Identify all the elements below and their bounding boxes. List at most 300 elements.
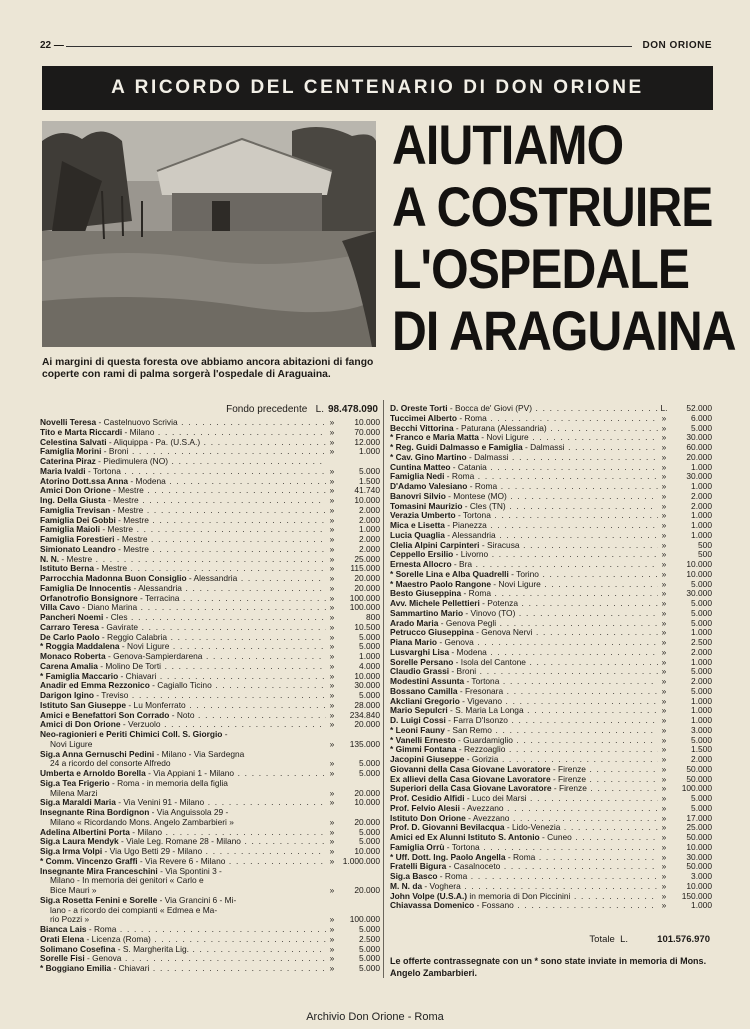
donor-place: - Roma	[437, 872, 468, 881]
donor-place: - Dalmassi	[466, 452, 509, 462]
donor-entry	[390, 414, 658, 424]
donor-name: Parrocchia Madonna Buon Consiglio	[40, 574, 187, 583]
donor-place: lano - a ricordo dei compianti « Edmea e Ma-	[50, 905, 218, 915]
donor-name: * Comm. Vincenzo Graffi	[40, 856, 138, 866]
donor-entry	[390, 882, 658, 892]
donor-row	[390, 687, 712, 697]
donor-row	[40, 798, 380, 808]
donor-place: Milano - In memoria dei genitori « Carlo e	[50, 876, 204, 886]
donor-place: - Alessandria	[444, 530, 496, 540]
donation-amount: 10.000	[338, 672, 380, 682]
ditto-mark: »	[658, 843, 670, 853]
donor-entry	[390, 599, 658, 609]
donor-entry	[40, 642, 326, 652]
donor-row	[390, 550, 712, 560]
donor-name: Insegnante Rina Bordignon	[40, 808, 150, 817]
donor-row	[40, 447, 380, 457]
donor-name: Famiglia Nedi	[390, 472, 445, 482]
donation-amount: 5.000	[670, 599, 712, 609]
donor-place: - Lu Monferrato	[126, 700, 186, 710]
donor-name: Caterina Piraz	[40, 457, 96, 466]
donor-name: Cuntina Matteo	[390, 462, 451, 472]
donation-amount: 20.000	[338, 789, 380, 799]
donor-row	[40, 613, 380, 623]
ditto-mark: »	[326, 574, 338, 584]
donor-name: Carraro Teresa	[40, 622, 99, 632]
donor-entry	[40, 789, 326, 799]
ditto-mark: »	[326, 828, 338, 838]
donor-entry	[390, 502, 658, 512]
donor-name: John Volpe (U.S.A.)	[390, 891, 468, 901]
donor-name: * Gimmi Fontana	[390, 745, 457, 755]
donor-name: Istituto Berna	[40, 564, 94, 574]
donor-name: Lucia Quaglia	[390, 530, 445, 540]
ditto-mark: »	[326, 477, 338, 487]
donation-amount: 50.000	[670, 862, 712, 872]
donor-entry	[40, 896, 326, 906]
donor-row	[390, 502, 712, 512]
donor-entry	[40, 535, 326, 545]
donor-entry	[40, 847, 326, 857]
donor-row	[40, 642, 380, 652]
donor-place: - Reggio Calabria	[99, 632, 168, 642]
donor-name: Becchi Vittorina	[390, 423, 454, 433]
donor-place: - Via Revere 6 - Milano	[137, 856, 226, 866]
donation-amount: 5.000	[338, 642, 380, 652]
donor-entry	[390, 550, 658, 560]
donor-entry	[40, 584, 326, 594]
donation-amount: 5.000	[670, 687, 712, 697]
donor-row	[390, 794, 712, 804]
donor-name: Claudio Grassi	[390, 667, 450, 677]
donation-amount: 5.000	[338, 954, 380, 964]
donor-row	[390, 784, 712, 794]
donor-entry	[40, 779, 326, 789]
ditto-mark: »	[658, 472, 670, 482]
donor-name: Atorino Dott.ssa Anna	[40, 476, 129, 486]
donor-name: Bianca Lais	[40, 925, 87, 934]
donor-row	[40, 828, 380, 838]
donation-amount: 30.000	[670, 433, 712, 443]
donation-amount: 1.000	[670, 697, 712, 707]
photo-illustration	[42, 121, 376, 347]
donor-place: 24 a ricordo del consorte Alfredo	[50, 759, 171, 769]
donor-place: - Gavirate	[98, 622, 139, 632]
donor-entry	[40, 613, 326, 623]
donor-name: Famiglia Maioli	[40, 525, 101, 535]
donor-name: Celestina Salvati	[40, 437, 107, 447]
donor-name: Sorelle Persano	[390, 657, 454, 667]
donation-amount: 1.000	[670, 628, 712, 638]
ditto-mark: »	[658, 853, 670, 863]
donor-place: - Firenze	[550, 774, 586, 784]
donor-name: Sig.a Maraldi Maria	[40, 798, 116, 808]
donor-place: - Chiavari	[118, 671, 157, 681]
ditto-mark: »	[658, 697, 670, 707]
donor-row	[40, 438, 380, 448]
ditto-mark: »	[658, 443, 670, 453]
page-header	[40, 40, 712, 54]
donor-row	[390, 414, 712, 424]
total-label: Totale L.	[589, 934, 628, 945]
donation-amount: 100.000	[338, 603, 380, 613]
ditto-mark: »	[326, 467, 338, 477]
donor-place: - Modena	[128, 476, 166, 486]
donation-amount: 10.000	[338, 418, 380, 428]
donor-place: - Mestre	[114, 535, 148, 544]
donor-place: - Catania	[450, 462, 487, 472]
donor-place: - Avezzano	[465, 813, 510, 823]
donor-name: * Reg. Guidi Dalmasso e Famiglia	[390, 443, 523, 452]
donor-entry	[40, 438, 326, 448]
donor-place: - Montese (MO)	[445, 491, 507, 501]
donor-place: - Aliquippa - Pa. (U.S.A.)	[106, 437, 201, 447]
donor-name: Tito e Marta Riccardi	[40, 427, 123, 437]
donor-entry	[40, 964, 326, 974]
donor-entry	[40, 672, 326, 682]
donor-name: Avv. Michele Pellettieri	[390, 599, 480, 608]
donor-name: * Maestro Paolo Rangone	[390, 579, 491, 589]
donor-name: Monaco Roberta	[40, 652, 106, 661]
ditto-mark: »	[658, 784, 670, 794]
ditto-mark: »	[658, 667, 670, 677]
donor-row	[40, 720, 380, 730]
donor-place: - Roma - in memoria della figlia	[109, 778, 228, 788]
donor-name: D. Luigi Cossi	[390, 716, 446, 725]
donation-amount: 115.000	[338, 564, 380, 574]
donation-amount: 5.000	[670, 609, 712, 619]
donation-amount: 5.000	[338, 633, 380, 643]
donation-amount: 10.000	[338, 847, 380, 857]
ditto-mark: »	[326, 935, 338, 945]
donor-entry	[390, 843, 658, 853]
donation-amount: 10.000	[338, 798, 380, 808]
donor-place: - Cagiallo Ticino	[149, 681, 212, 691]
donor-name: Famiglia Orrù	[390, 842, 445, 852]
donor-row	[40, 808, 380, 818]
donation-amount: 1.000	[670, 706, 712, 716]
donor-place: - Tortona	[444, 842, 480, 852]
donor-name: Famiglia Dei Gobbi	[40, 515, 116, 525]
donor-place: - Bocca de' Giovi (PV)	[447, 404, 533, 413]
donor-place: - Mestre	[110, 486, 144, 496]
donor-row	[390, 833, 712, 843]
ditto-mark: »	[326, 564, 338, 574]
header-rule	[66, 46, 632, 47]
donor-name: Clelia Alpini Carpinteri	[390, 540, 480, 550]
ditto-mark: »	[326, 672, 338, 682]
donation-amount: 1.500	[670, 745, 712, 755]
donor-place: Milena Marzi	[50, 788, 98, 798]
donor-row	[390, 765, 712, 775]
donor-entry	[40, 915, 326, 925]
donor-entry	[40, 857, 326, 867]
donor-entry	[390, 804, 658, 814]
donor-row	[40, 535, 380, 545]
page-number: 22 —	[40, 40, 64, 51]
donor-place: - Via Grancini 6 - Mi-	[157, 895, 237, 905]
donor-entry	[390, 726, 658, 736]
donor-entry	[40, 486, 326, 496]
donor-place: - Roma	[461, 589, 491, 599]
donor-entry	[390, 697, 658, 707]
ditto-mark: »	[326, 789, 338, 799]
donor-entry	[40, 759, 326, 769]
donor-row	[390, 541, 712, 551]
donor-row	[390, 638, 712, 648]
donor-row	[390, 599, 712, 609]
donor-entry	[40, 954, 326, 964]
donation-amount: 20.000	[670, 453, 712, 463]
donation-amount: 1.000	[338, 447, 380, 457]
centenary-banner: A RICORDO DEL CENTENARIO DI DON ORIONE	[42, 66, 713, 110]
donor-entry	[390, 560, 658, 570]
donation-amount: 5.000	[670, 619, 712, 629]
donor-row	[390, 677, 712, 687]
donor-place: - Roma	[444, 472, 475, 482]
donor-place: - Firenze	[550, 764, 586, 774]
donor-row	[390, 511, 712, 521]
donor-place: Bice Mauri »	[50, 886, 97, 895]
donor-entry	[390, 482, 658, 492]
donor-name: Tomasini Maurizio	[390, 501, 463, 511]
donor-entry	[390, 745, 658, 755]
donor-place: - Isola del Cantone	[453, 657, 526, 667]
donor-entry	[40, 525, 326, 535]
donor-row	[390, 453, 712, 463]
donor-place: - Via Ugo Betti 29 - Milano	[102, 847, 203, 856]
ditto-mark: »	[326, 857, 338, 867]
donation-amount: 50.000	[670, 765, 712, 775]
donor-row	[390, 658, 712, 668]
donor-name: Istituto Don Orione	[390, 813, 466, 823]
donation-amount: 1.000	[670, 658, 712, 668]
donor-name: * Famiglia Maccario	[40, 671, 119, 681]
donation-amount: 2.000	[670, 492, 712, 502]
donor-row	[390, 892, 712, 902]
donor-name: Amici ed Ex Alunni Istituto S. Antonio	[390, 833, 540, 842]
donation-amount: 5.000	[338, 759, 380, 769]
donation-amount: 30.000	[670, 472, 712, 482]
donor-name: Umberta e Arnoldo Borella	[40, 769, 146, 778]
donor-name: Pancheri Noemi	[40, 613, 104, 622]
donor-row	[40, 584, 380, 594]
ditto-mark: »	[658, 765, 670, 775]
ditto-mark: »	[326, 545, 338, 555]
donor-name: Amici di Don Orione	[40, 720, 121, 730]
ditto-mark: »	[658, 560, 670, 570]
donor-row	[390, 814, 712, 824]
ditto-mark: »	[326, 535, 338, 545]
donor-place: - Novi Ligure	[478, 433, 529, 443]
donor-entry	[40, 945, 326, 955]
donor-name: D. Oreste Torti	[390, 404, 448, 413]
ditto-mark: »	[326, 418, 338, 428]
donor-place: - Avezzano	[459, 803, 504, 813]
donation-amount: 5.000	[670, 736, 712, 746]
donor-row	[40, 837, 380, 847]
donor-place: - Viale Leg. Romane 28 - Milano	[118, 837, 241, 847]
donor-entry	[40, 828, 326, 838]
ditto-mark: »	[326, 525, 338, 535]
ditto-mark: »	[658, 589, 670, 599]
donor-place: - Broni	[449, 667, 477, 677]
donor-place: - Licenza (Roma)	[84, 934, 151, 944]
donor-place: - Via Anguissola 29 -	[149, 808, 229, 817]
donor-entry	[390, 589, 658, 599]
donor-name: Petrucco Giuseppina	[390, 628, 474, 638]
donor-entry	[40, 867, 326, 877]
donor-place: - Genova	[84, 954, 122, 964]
donor-name: Neo-ragionieri e Periti Chimici Coll. S. Giorgio	[40, 730, 223, 739]
donor-row	[390, 589, 712, 599]
donor-entry	[390, 531, 658, 541]
donor-row	[390, 560, 712, 570]
ditto-mark: »	[658, 414, 670, 424]
donor-place: - Tortona	[464, 677, 500, 686]
donor-name: * Cav. Gino Martino	[390, 452, 467, 462]
donor-name: Sig.a Laura Mendyk	[40, 837, 119, 847]
donation-amount: 17.000	[670, 814, 712, 824]
donor-entry	[40, 740, 326, 750]
donor-place: - Fossano	[474, 901, 514, 911]
donor-place: - Mestre	[100, 525, 134, 535]
ditto-mark: »	[658, 541, 670, 551]
donor-entry	[390, 677, 658, 687]
donor-row	[390, 531, 712, 541]
donor-row	[40, 730, 380, 740]
donation-amount: 2.500	[670, 638, 712, 648]
donor-row	[40, 701, 380, 711]
donor-row	[40, 545, 380, 555]
donor-row	[390, 697, 712, 707]
donor-name: Akcliani Gregorio	[390, 696, 460, 706]
donor-row	[40, 954, 380, 964]
donation-amount: 60.000	[670, 443, 712, 453]
donor-place: - Mestre	[110, 505, 144, 515]
donor-entry	[390, 648, 658, 658]
donor-row	[390, 619, 712, 629]
donor-place: - Chiavari	[111, 964, 150, 973]
donor-name: Ernesta Allocro	[390, 560, 452, 569]
donor-entry	[390, 404, 658, 414]
donor-row	[40, 662, 380, 672]
donor-place: Novi Ligure	[50, 739, 93, 749]
donor-entry	[390, 570, 658, 580]
donation-amount: 135.000	[338, 740, 380, 750]
donor-place: - S. Maria La Longa	[447, 706, 524, 716]
donor-name: Modestini Assunta	[390, 677, 465, 686]
donor-name: Giovanni della Casa Giovane Lavoratore	[390, 764, 551, 774]
donation-amount: 100.000	[338, 594, 380, 604]
donor-row	[390, 804, 712, 814]
donation-amount: 800	[338, 613, 380, 623]
donor-entry	[40, 798, 326, 808]
ditto-mark: »	[326, 837, 338, 847]
donor-entry	[40, 691, 326, 701]
donor-name: Maria Ivaldi	[40, 466, 86, 476]
donor-place: - Verzuolo	[120, 720, 161, 730]
ditto-mark: L.	[658, 404, 670, 414]
donor-name: Ing. Della Giusta	[40, 496, 106, 505]
donor-entry	[390, 463, 658, 473]
donation-amount: 1.000	[670, 463, 712, 473]
donor-name: De Carlo Paolo	[40, 632, 100, 642]
donor-row	[40, 847, 380, 857]
donor-name: * Boggiano Emilia	[40, 964, 112, 973]
donor-place: - Alessandria	[131, 583, 182, 593]
donor-row	[40, 681, 380, 691]
donor-name: Mica e Lisetta	[390, 521, 445, 530]
donation-amount: 1.000.000	[338, 857, 380, 867]
ditto-mark: »	[658, 833, 670, 843]
ditto-mark: »	[658, 648, 670, 658]
donor-row	[390, 609, 712, 619]
donor-row	[40, 477, 380, 487]
donor-entry	[40, 652, 326, 662]
donation-amount: 2.500	[338, 935, 380, 945]
ditto-mark: »	[326, 516, 338, 526]
forest-hut-photo	[42, 121, 376, 347]
ditto-mark: »	[658, 658, 670, 668]
donor-row	[390, 482, 712, 492]
donation-amount: 2.000	[670, 648, 712, 658]
donation-amount: 30.000	[670, 853, 712, 863]
ditto-mark: »	[658, 706, 670, 716]
ditto-mark: »	[326, 633, 338, 643]
donor-row	[40, 876, 380, 886]
donor-row	[40, 467, 380, 477]
donor-place: - Lido-Venezia	[504, 823, 561, 833]
donor-row	[390, 853, 712, 863]
donation-amount: 2.000	[338, 545, 380, 555]
donor-name: Prof. D. Giovanni Bevilacqua	[390, 823, 505, 833]
donor-entry	[40, 447, 326, 457]
ditto-mark: »	[658, 862, 670, 872]
donor-name: Insegnante Mira Franceschini	[40, 866, 158, 876]
donor-entry	[390, 736, 658, 746]
donor-name: D'Adamo Valesiano	[390, 482, 468, 491]
previous-fund-label: Fondo precedente L.	[226, 404, 324, 415]
ditto-mark: »	[658, 453, 670, 463]
donor-place: - Bra	[451, 560, 473, 569]
donor-entry	[390, 658, 658, 668]
ditto-mark: »	[326, 506, 338, 516]
donor-place: rio Pozzi »	[50, 915, 90, 925]
ditto-mark: »	[658, 463, 670, 473]
donor-place: - S. Margherita Lig.	[115, 944, 189, 954]
ditto-mark: »	[326, 486, 338, 496]
donor-name: Orati Elena	[40, 934, 85, 944]
donor-row	[390, 843, 712, 853]
ditto-mark: »	[658, 638, 670, 648]
donation-amount: 500	[670, 550, 712, 560]
donor-place: - Roma	[86, 925, 117, 934]
donor-place: - Alessandria	[186, 574, 238, 583]
donation-amount: 10.000	[670, 570, 712, 580]
donor-name: Darigon Igino	[40, 691, 94, 700]
donor-row	[390, 716, 712, 726]
donor-name: Anadir ed Emma Rezzonico	[40, 681, 150, 691]
donation-amount: 5.000	[670, 804, 712, 814]
ditto-mark: »	[326, 945, 338, 955]
ditto-mark: »	[658, 755, 670, 765]
donor-entry	[40, 574, 326, 584]
previous-fund-row	[42, 404, 378, 416]
donor-name: Mario Sepulcri	[390, 706, 448, 716]
donor-entry	[390, 853, 658, 863]
donor-entry	[390, 511, 658, 521]
